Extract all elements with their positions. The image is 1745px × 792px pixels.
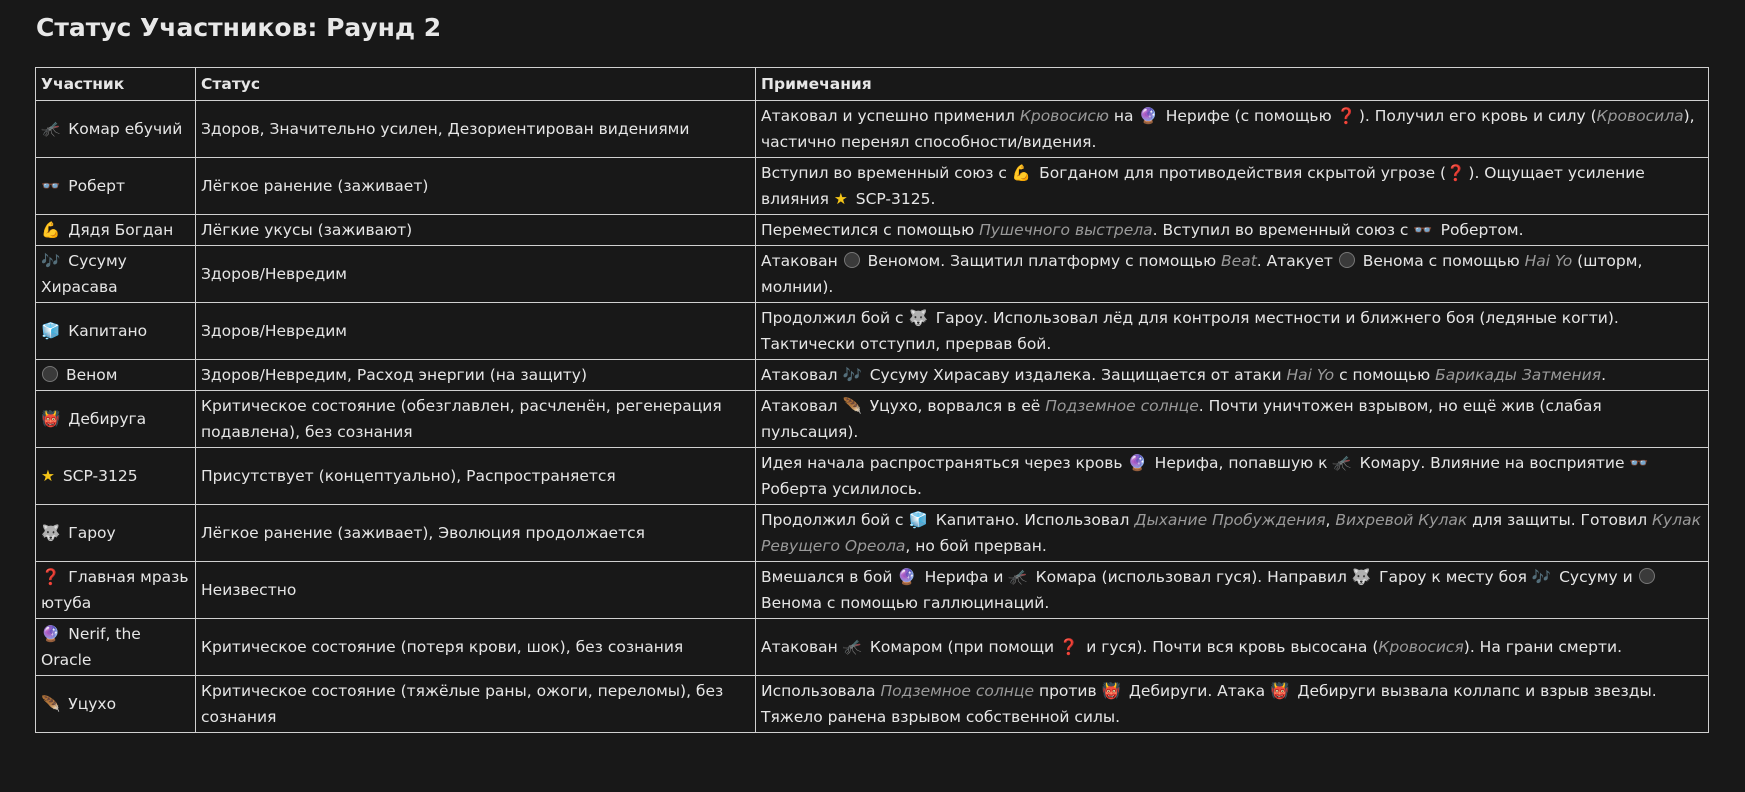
note-text: Дебируги. Атака bbox=[1123, 682, 1271, 700]
notes-cell bbox=[756, 505, 1709, 562]
ability-name: Подземное солнце bbox=[1045, 397, 1199, 415]
table-row bbox=[36, 619, 1709, 676]
crystal-ball-icon: 🔮 bbox=[41, 625, 61, 643]
participant-name: Веном bbox=[65, 366, 118, 384]
participant-name: Дебируга bbox=[68, 410, 147, 428]
participant-cell bbox=[36, 215, 196, 246]
note-text: Веномом. Защитил платформу с помощью bbox=[862, 252, 1222, 270]
note-text: на bbox=[1108, 107, 1139, 125]
participant-cell bbox=[36, 303, 196, 360]
note-text: Комару. Влияние на восприятие bbox=[1354, 454, 1630, 472]
note-text: Использовала bbox=[761, 682, 881, 700]
star-icon: ★ bbox=[41, 467, 55, 485]
notes-cell bbox=[756, 101, 1709, 158]
note-text: Атаковал bbox=[761, 366, 843, 384]
participant-name: Сусуму Хирасава bbox=[41, 252, 127, 296]
status-cell: Неизвестно bbox=[196, 562, 756, 619]
wolf-icon: 🐺 bbox=[1351, 568, 1372, 586]
ability-name: Подземное солнце bbox=[880, 682, 1035, 700]
note-text: Робертом. bbox=[1435, 221, 1524, 239]
status-cell: Критическое состояние (тяжёлые раны, ожоги, переломы), без сознания bbox=[196, 676, 756, 733]
star-icon: ★ bbox=[833, 190, 848, 208]
crystal-ball-icon: 🔮 bbox=[1127, 454, 1147, 472]
music-notes-icon: 🎶 bbox=[41, 252, 61, 270]
participant-cell bbox=[36, 505, 196, 562]
flexed-biceps-icon: 💪 bbox=[41, 221, 61, 239]
table-row bbox=[36, 158, 1709, 215]
participant-cell bbox=[36, 676, 196, 733]
participant-name: Роберт bbox=[68, 177, 126, 195]
black-circle-icon bbox=[1339, 252, 1355, 268]
ability-name: Пушечного выстрела bbox=[979, 221, 1153, 239]
note-text: Продолжил бой с bbox=[761, 309, 909, 327]
note-text: . Вступил во временный союз с bbox=[1152, 221, 1414, 239]
note-text: и гуся). Почти вся кровь высосана ( bbox=[1081, 638, 1379, 656]
ability-name: Кровосися bbox=[1378, 638, 1464, 656]
note-text: Нерифа, попавшую к bbox=[1149, 454, 1333, 472]
status-cell: Лёгкое ранение (заживает) bbox=[196, 158, 756, 215]
table-row bbox=[36, 448, 1709, 505]
note-text: Комаром (при помощи bbox=[864, 638, 1059, 656]
glasses-icon: 👓 bbox=[41, 177, 61, 195]
crystal-ball-icon: 🔮 bbox=[1138, 107, 1158, 125]
note-text: Сусуму и bbox=[1554, 568, 1638, 586]
question-mark-icon: ❓ bbox=[1446, 164, 1466, 182]
question-mark-icon: ❓ bbox=[1336, 107, 1356, 125]
table-row bbox=[36, 562, 1709, 619]
participant-name: Уцухо bbox=[68, 695, 117, 713]
participant-cell bbox=[36, 246, 196, 303]
participant-cell bbox=[36, 448, 196, 505]
note-text: ). Ощущает усиление влияния bbox=[761, 164, 1645, 208]
participant-cell bbox=[36, 619, 196, 676]
participant-cell bbox=[36, 158, 196, 215]
note-text: Капитано. Использовал bbox=[930, 511, 1135, 529]
note-text: Роберта усилилось. bbox=[761, 480, 922, 498]
table-row bbox=[36, 360, 1709, 391]
table-row bbox=[36, 101, 1709, 158]
notes-cell bbox=[756, 391, 1709, 448]
mosquito-icon: 🦟 bbox=[41, 120, 61, 138]
note-text: Комара (использовал гуся). Направил bbox=[1030, 568, 1352, 586]
glasses-icon: 👓 bbox=[1629, 454, 1649, 472]
status-cell: Здоров, Значительно усилен, Дезориентирован видениями bbox=[196, 101, 756, 158]
note-text: ). На грани смерти. bbox=[1463, 638, 1622, 656]
feather-icon: 🪶 bbox=[842, 397, 862, 415]
ability-name: Вихревой Кулак bbox=[1335, 511, 1468, 529]
status-cell: Лёгкие укусы (заживают) bbox=[196, 215, 756, 246]
status-cell: Здоров/Невредим bbox=[196, 246, 756, 303]
note-text: Дебируги вызвала коллапс и взрыв звезды. Тяжело ранена взрывом собственной силы. bbox=[761, 682, 1657, 726]
participant-cell bbox=[36, 101, 196, 158]
notes-cell bbox=[756, 303, 1709, 360]
participant-name: Гароу bbox=[68, 524, 116, 542]
note-text: ), частично перенял способности/видения. bbox=[761, 107, 1695, 151]
header-status: Статус bbox=[196, 68, 756, 101]
question-mark-icon: ❓ bbox=[41, 568, 61, 586]
note-text: ). Получил его кровь и силу ( bbox=[1358, 107, 1597, 125]
note-text: Продолжил бой с bbox=[761, 511, 909, 529]
table-row bbox=[36, 215, 1709, 246]
table-row bbox=[36, 246, 1709, 303]
flexed-biceps-icon: 💪 bbox=[1011, 164, 1032, 182]
note-text: Атакован bbox=[761, 252, 843, 270]
ability-name: Hai Yo bbox=[1286, 366, 1335, 384]
ability-name: Дыхание Пробуждения bbox=[1134, 511, 1326, 529]
note-text: Гароу к месту боя bbox=[1374, 568, 1532, 586]
table-row bbox=[36, 676, 1709, 733]
table-row bbox=[36, 303, 1709, 360]
table-row bbox=[36, 391, 1709, 448]
status-cell: Критическое состояние (обезглавлен, расчленён, регенерация подавлена), без сознания bbox=[196, 391, 756, 448]
status-cell: Здоров/Невредим, Расход энергии (на защиту) bbox=[196, 360, 756, 391]
mosquito-icon: 🦟 bbox=[1008, 568, 1028, 586]
glasses-icon: 👓 bbox=[1413, 221, 1433, 239]
ability-name: Hai Yo bbox=[1524, 252, 1573, 270]
participant-name: Капитано bbox=[68, 322, 148, 340]
note-text: Венома с помощью bbox=[1357, 252, 1525, 270]
wolf-icon: 🐺 bbox=[41, 524, 61, 542]
table-header-row bbox=[36, 68, 1709, 101]
status-cell: Критическое состояние (потеря крови, шок), без сознания bbox=[196, 619, 756, 676]
mosquito-icon: 🦟 bbox=[842, 638, 862, 656]
participant-cell bbox=[36, 391, 196, 448]
note-text: Богданом для противодействия скрытой угрозе ( bbox=[1034, 164, 1447, 182]
ogre-mask-icon: 👹 bbox=[1270, 682, 1290, 700]
status-cell: Присутствует (концептуально), Распространяется bbox=[196, 448, 756, 505]
note-text: (шторм, молнии). bbox=[761, 252, 1643, 296]
notes-cell bbox=[756, 448, 1709, 505]
ability-name: Кровосисю bbox=[1019, 107, 1109, 125]
note-text: Нерифа и bbox=[919, 568, 1009, 586]
note-text: Атакован bbox=[761, 638, 843, 656]
note-text: Уцухо, ворвался в её bbox=[864, 397, 1046, 415]
note-text: Атаковал и успешно применил bbox=[761, 107, 1020, 125]
participant-name: Дядя Богдан bbox=[68, 221, 174, 239]
notes-cell bbox=[756, 360, 1709, 391]
wolf-icon: 🐺 bbox=[908, 309, 928, 327]
notes-cell bbox=[756, 562, 1709, 619]
feather-icon: 🪶 bbox=[41, 695, 61, 713]
notes-cell bbox=[756, 215, 1709, 246]
notes-cell bbox=[756, 619, 1709, 676]
participant-cell bbox=[36, 360, 196, 391]
participant-name: Комар ебучий bbox=[68, 120, 183, 138]
black-circle-icon bbox=[42, 366, 58, 382]
note-text: Идея начала распространяться через кровь bbox=[761, 454, 1128, 472]
note-text: SCP-3125. bbox=[850, 190, 936, 208]
question-mark-icon: ❓ bbox=[1058, 638, 1079, 656]
participant-name: Главная мразь ютуба bbox=[41, 568, 189, 612]
note-text: . bbox=[1601, 366, 1607, 384]
ability-name: Beat bbox=[1221, 252, 1257, 270]
mosquito-icon: 🦟 bbox=[1332, 454, 1352, 472]
ability-name: Кулак Ревущего Ореола bbox=[761, 511, 1701, 555]
ogre-mask-icon: 👹 bbox=[1101, 682, 1121, 700]
note-text: для защиты. Готовил bbox=[1467, 511, 1653, 529]
status-cell: Здоров/Невредим bbox=[196, 303, 756, 360]
participant-cell bbox=[36, 562, 196, 619]
note-text: Венома с помощью галлюцинаций. bbox=[761, 594, 1050, 612]
status-cell: Лёгкое ранение (заживает), Эволюция продолжается bbox=[196, 505, 756, 562]
black-circle-icon bbox=[844, 252, 860, 268]
note-text: Нерифе (с помощью bbox=[1160, 107, 1337, 125]
note-text: с помощью bbox=[1334, 366, 1436, 384]
notes-cell bbox=[756, 158, 1709, 215]
participants-table bbox=[35, 67, 1709, 733]
note-text: , но бой прерван. bbox=[905, 537, 1047, 555]
ogre-mask-icon: 👹 bbox=[41, 410, 61, 428]
note-text: Переместился с помощью bbox=[761, 221, 980, 239]
music-notes-icon: 🎶 bbox=[1531, 568, 1552, 586]
page-title: Статус Участников: Раунд 2 bbox=[36, 13, 442, 42]
note-text: . Почти уничтожен взрывом, но ещё жив (слабая пульсация). bbox=[761, 397, 1602, 441]
note-text: Сусуму Хирасаву издалека. Защищается от атаки bbox=[864, 366, 1287, 384]
ability-name: Кровосила bbox=[1596, 107, 1684, 125]
ice-cube-icon: 🧊 bbox=[41, 322, 61, 340]
note-text: Атаковал bbox=[761, 397, 843, 415]
participant-name: Nerif, the Oracle bbox=[41, 625, 141, 669]
ability-name: Барикады Затмения bbox=[1435, 366, 1602, 384]
crystal-ball-icon: 🔮 bbox=[897, 568, 917, 586]
note-text: против bbox=[1034, 682, 1102, 700]
note-text: Вмешался в бой bbox=[761, 568, 898, 586]
note-text: . Атакует bbox=[1256, 252, 1338, 270]
header-notes: Примечания bbox=[756, 68, 1709, 101]
table-row bbox=[36, 505, 1709, 562]
header-participant: Участник bbox=[36, 68, 196, 101]
ice-cube-icon: 🧊 bbox=[908, 511, 928, 529]
note-text: Гароу. Использовал лёд для контроля местности и ближнего боя (ледяные когти). Тактически отступил, прервав бой. bbox=[761, 309, 1619, 353]
black-circle-icon bbox=[1639, 568, 1655, 584]
note-text: , bbox=[1325, 511, 1336, 529]
notes-cell bbox=[756, 246, 1709, 303]
music-notes-icon: 🎶 bbox=[842, 366, 862, 384]
participant-name: SCP-3125 bbox=[62, 467, 138, 485]
note-text: Вступил во временный союз с bbox=[761, 164, 1012, 182]
notes-cell bbox=[756, 676, 1709, 733]
